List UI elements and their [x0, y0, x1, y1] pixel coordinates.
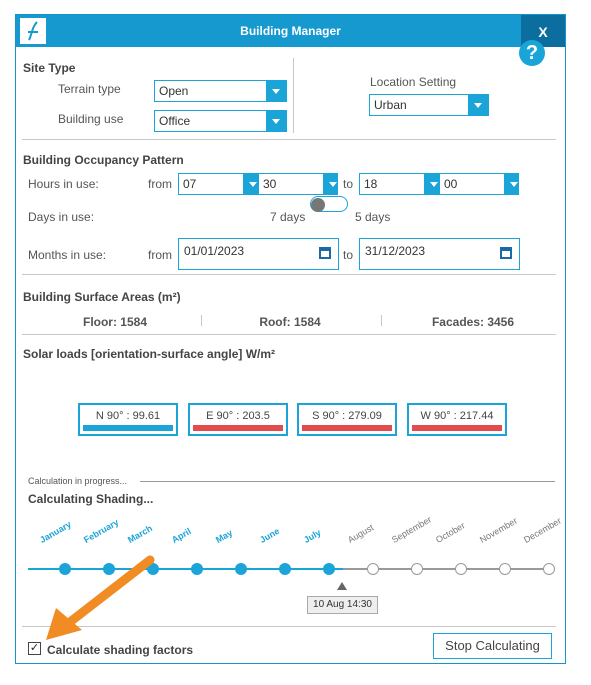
terrain-type-select[interactable] [154, 80, 287, 102]
timeline-month-november: November [478, 515, 519, 545]
calendar-icon[interactable] [319, 247, 331, 259]
timeline-dot-july [323, 563, 335, 575]
calculate-shading-label: Calculate shading factors [47, 643, 194, 657]
timeline-dot-april [191, 563, 203, 575]
surface-areas-heading: Building Surface Areas (m²) [23, 290, 181, 304]
timeline-month-january: January [38, 519, 73, 545]
solar-east-card [188, 403, 288, 436]
building-use-value: Office [159, 114, 191, 128]
floor-area: Floor: 1584 [82, 315, 148, 329]
hour-from-value: 07 [183, 177, 197, 191]
timeline-month-july: July [302, 527, 323, 545]
divider [381, 315, 382, 326]
timeline-marker-arrow [337, 582, 347, 590]
title-bar [16, 15, 565, 47]
hour-to-select[interactable] [359, 173, 439, 195]
timeline-month-october: October [434, 520, 467, 545]
timeline-dot-december [543, 563, 555, 575]
annotation-arrow [38, 552, 158, 644]
timeline-dot-june [279, 563, 291, 575]
timeline-month-august: August [346, 522, 376, 545]
solar-north-bar [83, 425, 173, 431]
chevron-down-icon [323, 174, 337, 194]
chevron-down-icon [266, 81, 286, 101]
location-setting-value: Urban [374, 98, 407, 112]
timeline-dot-may [235, 563, 247, 575]
chevron-down-icon [424, 174, 438, 194]
hour-from-select[interactable] [178, 173, 258, 195]
minute-to-value: 00 [444, 177, 458, 191]
divider [293, 58, 294, 133]
timeline-dot-november [499, 563, 511, 575]
timeline-month-december: December [522, 515, 563, 545]
solar-south-value: S 90° : 279.09 [312, 410, 382, 422]
date-to-value: 31/12/2023 [365, 244, 426, 258]
minute-to-select[interactable] [439, 173, 519, 195]
days-toggle[interactable] [310, 196, 348, 212]
toggle-knob [311, 198, 325, 212]
site-type-heading: Site Type [23, 61, 76, 75]
solar-west-value: W 90° : 217.44 [420, 410, 494, 422]
calculate-shading-checkbox[interactable]: ✓ [29, 642, 40, 654]
solar-west-card [407, 403, 507, 436]
divider [22, 274, 556, 275]
date-from-picker[interactable] [178, 238, 339, 270]
hour-to-value: 18 [364, 177, 378, 191]
chevron-down-icon [243, 174, 257, 194]
timeline-dot-august [367, 563, 379, 575]
hours-to-label: to [343, 177, 354, 191]
solar-north-card [78, 403, 178, 436]
timeline-marker-tooltip: 10 Aug 14:30 [307, 596, 378, 614]
solar-east-bar [193, 425, 283, 431]
terrain-type-value: Open [159, 84, 189, 98]
months-in-use-label: Months in use: [28, 248, 107, 262]
months-from-label: from [148, 248, 172, 262]
timeline-month-march: March [126, 523, 154, 545]
window-title: Building Manager [240, 24, 341, 38]
close-button[interactable]: X [521, 15, 565, 47]
timeline-month-april: April [170, 526, 193, 545]
solar-south-card [297, 403, 397, 436]
divider [201, 315, 202, 326]
facades-area: Facades: 3456 [431, 315, 515, 329]
days-option-five: 5 days [355, 210, 391, 224]
timeline-dot-october [455, 563, 467, 575]
chevron-down-icon [266, 111, 286, 131]
roof-area: Roof: 1584 [259, 315, 321, 329]
stop-calculating-button[interactable]: Stop Calculating [433, 633, 552, 659]
solar-north-value: N 90° : 99.61 [95, 410, 161, 422]
occupancy-heading: Building Occupancy Pattern [23, 153, 184, 167]
days-in-use-label: Days in use: [28, 210, 95, 224]
calculating-task: Calculating Shading... [28, 492, 154, 506]
timeline-month-june: June [258, 525, 282, 545]
chevron-down-icon [504, 174, 518, 194]
hours-from-label: from [148, 177, 172, 191]
date-from-value: 01/01/2023 [184, 244, 245, 258]
days-option-seven: 7 days [270, 210, 306, 224]
divider [140, 481, 555, 482]
calendar-icon[interactable] [500, 247, 512, 259]
location-setting-label: Location Setting [370, 75, 457, 89]
divider [22, 139, 556, 140]
timeline-month-september: September [390, 514, 434, 545]
hours-in-use-label: Hours in use: [28, 177, 99, 191]
calculation-status: Calculation in progress... [28, 476, 128, 486]
help-icon[interactable]: ? [519, 40, 545, 66]
divider [22, 334, 556, 335]
chevron-down-icon [468, 95, 488, 115]
solar-south-bar [302, 425, 392, 431]
terrain-type-label: Terrain type [58, 82, 121, 96]
months-to-label: to [343, 248, 354, 262]
timeline-month-february: February [82, 517, 121, 545]
building-use-label: Building use [58, 112, 124, 126]
location-setting-select[interactable] [369, 94, 489, 116]
timeline-dot-september [411, 563, 423, 575]
solar-east-value: E 90° : 203.5 [206, 410, 270, 422]
minute-from-value: 30 [263, 177, 277, 191]
date-to-picker[interactable] [359, 238, 520, 270]
building-use-select[interactable] [154, 110, 287, 132]
minute-from-select[interactable] [258, 173, 338, 195]
solar-west-bar [412, 425, 502, 431]
timeline-month-may: May [214, 527, 235, 545]
solar-loads-heading: Solar loads [orientation-surface angle] W/m² [23, 347, 276, 361]
